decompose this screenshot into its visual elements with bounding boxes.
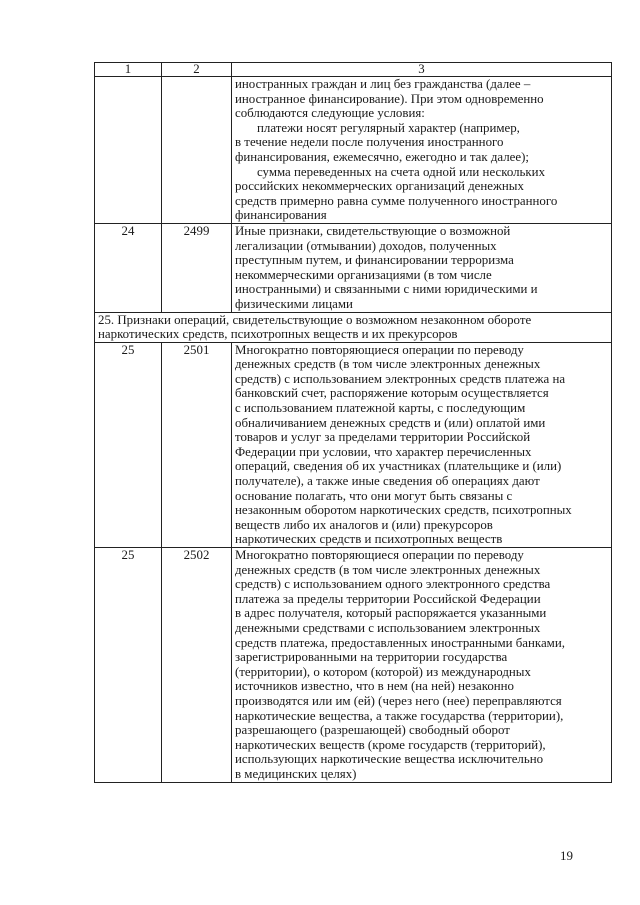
section-heading-row bbox=[95, 312, 612, 342]
header-col-2: 2 bbox=[162, 63, 232, 77]
text-line: операций, сведения об их участниках (плательщике и (или) bbox=[235, 459, 562, 474]
text-line: финансирования bbox=[235, 208, 327, 223]
text-line: наркотические вещества, а также государства (территории), bbox=[235, 708, 564, 723]
text-line: средств платежа, предоставленных иностранными банками, bbox=[235, 635, 565, 650]
text-line: физическими лицами bbox=[235, 296, 353, 311]
text-line: Иные признаки, свидетельствующие о возможной bbox=[235, 223, 511, 238]
row-section-number bbox=[95, 77, 162, 224]
text-line: 25. Признаки операций, свидетельствующие о возможном незаконном обороте bbox=[98, 312, 532, 327]
text-line: средств примерно равна сумме полученного иностранного bbox=[235, 193, 558, 208]
table-row-2499 bbox=[95, 223, 612, 312]
row-description bbox=[232, 342, 612, 547]
text-line: денежными средствами с использованием электронных bbox=[235, 620, 541, 635]
table-row-2502 bbox=[95, 548, 612, 783]
text-line: использующих наркотические вещества исключительно bbox=[235, 752, 544, 767]
text-line: легализации (отмывании) доходов, полученных bbox=[235, 238, 497, 253]
text-line: производятся или им (ей) (через него (нее) переправляются bbox=[235, 693, 562, 708]
text-line: преступным путем, и финансировании терроризма bbox=[235, 253, 514, 268]
row-code: 2499 bbox=[162, 223, 232, 312]
text-line: с использованием платежной карты, с последующим bbox=[235, 401, 526, 416]
text-line: товаров и услуг за пределами территории Российской bbox=[235, 430, 531, 445]
table-header-row bbox=[95, 63, 612, 77]
section-25-heading bbox=[95, 312, 612, 342]
text-line: Многократно повторяющиеся операции по переводу bbox=[235, 548, 524, 562]
text-line: наркотических веществ (кроме государств (территорий), bbox=[235, 737, 546, 752]
text-line: веществ либо их аналогов и (или) прекурсоров bbox=[235, 517, 493, 532]
text-line: Многократно повторяющиеся операции по переводу bbox=[235, 342, 524, 357]
text-line: наркотических средств, психотропных веществ и их прекурсоров bbox=[98, 327, 458, 342]
text-line: обналичиванием денежных средств и (или) оплатой ими bbox=[235, 415, 546, 430]
header-col-1: 1 bbox=[95, 63, 162, 77]
text-line: разрешающего (разрешающей) свободный оборот bbox=[235, 723, 510, 738]
text-line: платежи носят регулярный характер (например, bbox=[257, 120, 520, 135]
text-line: банковский счет, распоряжение которым осуществляется bbox=[235, 386, 549, 401]
signs-table bbox=[94, 62, 612, 783]
row-description bbox=[232, 548, 612, 783]
header-col-3: 3 bbox=[232, 63, 612, 77]
text-line: средств) с использованием электронных средств платежа на bbox=[235, 371, 566, 386]
text-line: платежа за пределы территории Российской Федерации bbox=[235, 591, 541, 606]
text-line: в адрес получателя, который распоряжается указанными bbox=[235, 606, 547, 621]
text-line: финансирования, ежемесячно, ежегодно и так далее); bbox=[235, 149, 529, 164]
text-line: в медицинских целях) bbox=[235, 766, 357, 781]
row-section-number: 25 bbox=[95, 342, 162, 547]
text-line: получателе), а также иные сведения об операциях дают bbox=[235, 474, 540, 489]
row-description bbox=[232, 77, 612, 224]
row-code: 2502 bbox=[162, 548, 232, 783]
text-line: денежных средств (в том числе электронных денежных bbox=[235, 562, 541, 577]
text-line: зарегистрированными на территории государства bbox=[235, 650, 508, 665]
text-line: незаконным оборотом наркотических средств, психотропных bbox=[235, 503, 572, 518]
row-code bbox=[162, 77, 232, 224]
text-line: наркотических средств и психотропных веществ bbox=[235, 532, 503, 547]
text-line: иностранными) и связанными с ними юридическими и bbox=[235, 282, 538, 297]
text-line: в течение недели после получения иностранного bbox=[235, 135, 504, 150]
table-row-continued bbox=[95, 77, 612, 224]
text-line: сумма переведенных на счета одной или нескольких bbox=[257, 164, 546, 179]
text-line: некоммерческими организациями (в том числе bbox=[235, 267, 492, 282]
text-line: денежных средств (в том числе электронных денежных bbox=[235, 357, 541, 372]
text-line: иностранных граждан и лиц без гражданства (далее – bbox=[235, 77, 531, 91]
row-description bbox=[232, 223, 612, 312]
row-code: 2501 bbox=[162, 342, 232, 547]
row-section-number: 24 bbox=[95, 223, 162, 312]
page-number: 19 bbox=[560, 848, 573, 863]
text-line: иностранное финансирование). При этом одновременно bbox=[235, 91, 544, 106]
row-section-number: 25 bbox=[95, 548, 162, 783]
text-line: российских некоммерческих организаций денежных bbox=[235, 179, 524, 194]
text-line: источников известно, что в нем (на ней) незаконно bbox=[235, 679, 515, 694]
text-line: Федерации при условии, что характер перечисленных bbox=[235, 444, 532, 459]
text-line: средств) с использованием одного электронного средства bbox=[235, 577, 551, 592]
text-line: (территории), о котором (которой) из международных bbox=[235, 664, 531, 679]
table-row-2501 bbox=[95, 342, 612, 547]
text-line: соблюдаются следующие условия: bbox=[235, 106, 425, 121]
text-line: основание полагать, что они могут быть связаны с bbox=[235, 488, 513, 503]
